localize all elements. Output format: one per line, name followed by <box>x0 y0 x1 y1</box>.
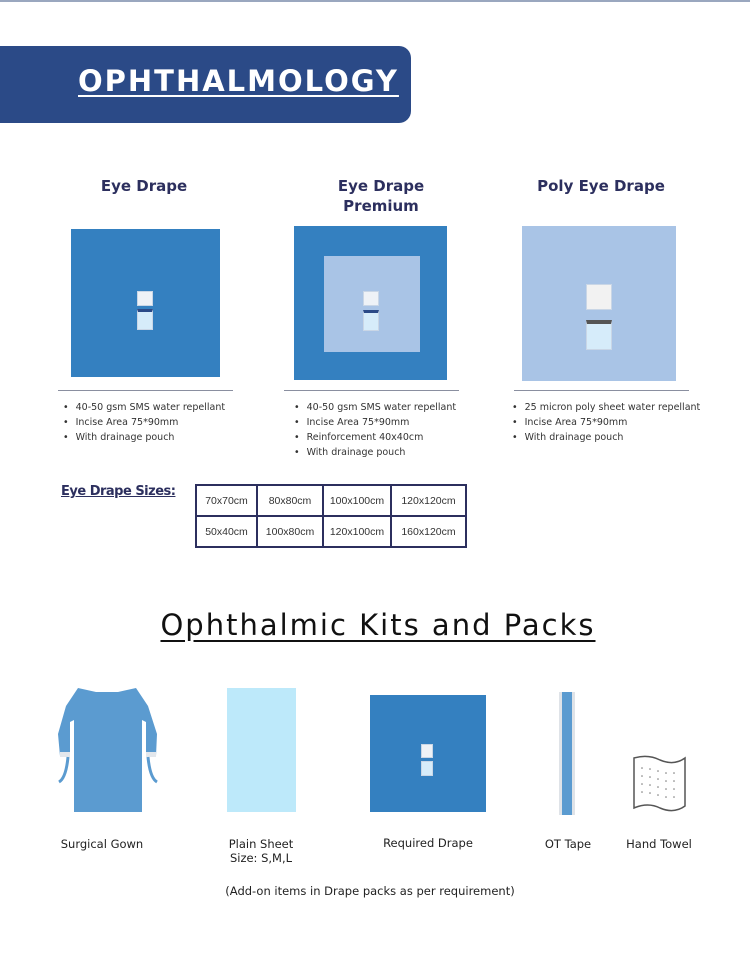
label-line: Plain Sheet <box>228 837 294 851</box>
title-line: Eye Drape <box>337 177 425 195</box>
feature-list <box>294 400 456 460</box>
size-cell: 100x100cm <box>323 485 391 516</box>
feature-item: • Reinforcement 40x40cm <box>294 430 456 445</box>
size-cell: 120x120cm <box>391 485 466 516</box>
product-title-poly-eye-drape: Poly Eye Drape <box>537 177 665 195</box>
size-cell: 120x100cm <box>323 516 391 547</box>
kit-label-hand-towel: Hand Towel <box>626 837 692 851</box>
feature-item: • 25 micron poly sheet water repellant <box>512 400 700 415</box>
top-divider <box>0 0 750 2</box>
kit-label-plain-sheet <box>191 837 331 865</box>
kit-label-surgical-gown: Surgical Gown <box>60 837 144 851</box>
feature-list <box>512 400 700 445</box>
feature-item: • 40-50 gsm SMS water repellant <box>63 400 225 415</box>
incise-window <box>421 744 433 758</box>
feature-item: • Incise Area 75*90mm <box>512 415 700 430</box>
tape-strip <box>562 692 572 815</box>
incise-window <box>363 291 379 306</box>
kit-label-required-drape: Required Drape <box>383 836 473 850</box>
ot-tape-image <box>559 692 575 815</box>
feature-item: • With drainage pouch <box>294 445 456 460</box>
section-title: OPHTHALMOLOGY <box>78 64 399 98</box>
title-line: Premium <box>343 197 419 215</box>
sizes-table <box>195 484 467 548</box>
kits-title: Ophthalmic Kits and Packs <box>160 608 596 642</box>
feature-item: • With drainage pouch <box>512 430 700 445</box>
required-drape-image <box>370 695 486 812</box>
drainage-pouch <box>363 310 379 331</box>
poly-eye-drape-image <box>522 226 676 381</box>
table-row <box>196 485 466 516</box>
drainage-pouch <box>137 309 153 330</box>
incise-window <box>137 291 153 306</box>
size-cell: 50x40cm <box>196 516 257 547</box>
divider <box>58 390 233 391</box>
table-row <box>196 516 466 547</box>
feature-item: • Incise Area 75*90mm <box>63 415 225 430</box>
product-title-eye-drape-premium <box>281 176 481 216</box>
eye-drape-image <box>71 229 220 377</box>
size-cell: 70x70cm <box>196 485 257 516</box>
feature-item: • With drainage pouch <box>63 430 225 445</box>
size-cell: 160x120cm <box>391 516 466 547</box>
hand-towel-icon <box>630 754 688 814</box>
divider <box>514 390 689 391</box>
kits-note: (Add-on items in Drape packs as per requirement) <box>225 884 515 898</box>
kit-label-ot-tape: OT Tape <box>544 837 592 851</box>
label-sub: Size: S,M,L <box>229 851 293 865</box>
size-cell: 100x80cm <box>257 516 323 547</box>
eye-drape-premium-image <box>294 226 447 380</box>
incise-window <box>586 284 612 310</box>
feature-list <box>63 400 225 445</box>
product-title-eye-drape: Eye Drape <box>100 177 188 195</box>
size-cell: 80x80cm <box>257 485 323 516</box>
feature-item: • 40-50 gsm SMS water repellant <box>294 400 456 415</box>
sizes-label: Eye Drape Sizes: <box>61 484 176 499</box>
drainage-pouch <box>586 320 612 350</box>
feature-item: • Incise Area 75*90mm <box>294 415 456 430</box>
divider <box>284 390 459 391</box>
surgical-gown-icon <box>56 686 160 814</box>
plain-sheet-image <box>227 688 296 812</box>
drainage-pouch <box>421 761 433 776</box>
